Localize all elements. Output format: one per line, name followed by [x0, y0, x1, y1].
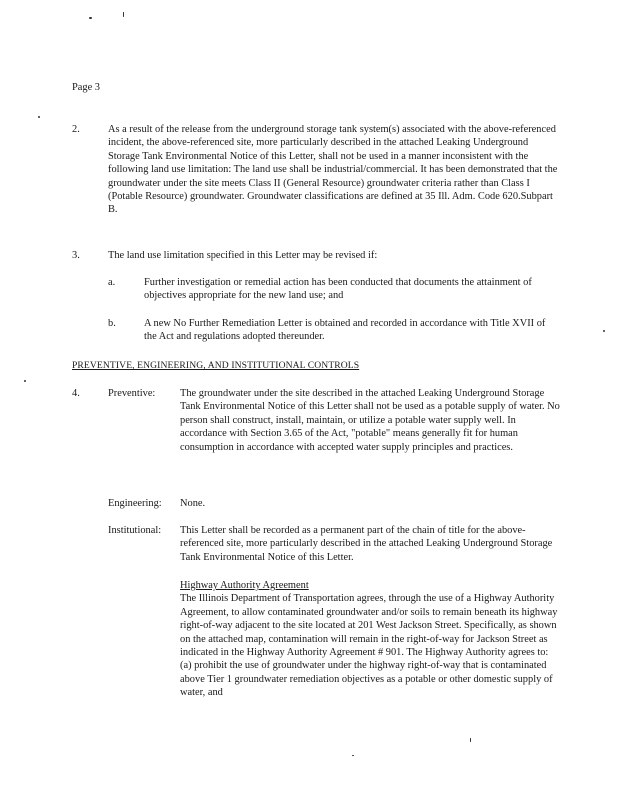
- scan-speck: [352, 755, 354, 756]
- institutional-text: This Letter shall be recorded as a permanent part of the chain of title for the above-referenced site, more particularly described in the attached Leaking Underground Storage Tank Environmental Notice of this Letter.: [180, 525, 553, 563]
- institutional-label: Institutional:: [108, 525, 162, 536]
- scan-speck: [24, 380, 26, 382]
- scan-speck: [470, 738, 471, 742]
- page-label: Page 3: [72, 82, 100, 93]
- item-4-number: 4.: [72, 388, 80, 399]
- scan-speck: [603, 330, 605, 332]
- scan-speck: [89, 17, 92, 19]
- item-2-number: 2.: [72, 124, 80, 135]
- highway-authority-section: [180, 579, 560, 700]
- item-3b-text: A new No Further Remediation Letter is obtained and recorded in accordance with Title XVII of the Act and regulations adopted thereunder.: [144, 318, 546, 343]
- item-3b-letter: b.: [108, 318, 116, 329]
- highway-authority-title: Highway Authority Agreement: [180, 580, 309, 591]
- item-3a-text: Further investigation or remedial action has been conducted that documents the attainment of objectives appropriate for the new land use; and: [144, 277, 532, 302]
- engineering-label: Engineering:: [108, 498, 162, 509]
- section-heading: PREVENTIVE, ENGINEERING, AND INSTITUTIONAL CONTROLS: [72, 360, 360, 371]
- item-3-number: 3.: [72, 250, 80, 261]
- engineering-text: None.: [180, 498, 206, 509]
- scan-speck: [123, 12, 124, 17]
- preventive-text: The groundwater under the site described in the attached Leaking Underground Storage Tank Environmental Notice of this Letter shall not be used as a potable supply of water. No person shall construct, install, maintain, or utilize a potable water supply well. In accordance with Section 3.65 of the Act, "potable" means generally fit for human consumption in accordance with accepted water supply principles and practices.: [180, 388, 560, 453]
- preventive-label: Preventive:: [108, 388, 156, 399]
- highway-authority-text: The Illinois Department of Transportation agrees, through the use of a Highway Authority Agreement, to allow contaminated groundwater and/or soils to remain beneath its highway right-of-way adjacent to the site located at 201 West Jackson Street. Specifically, as shown on the attached map, contamination will remain in the right-of-way for Jackson Street as indicated in the Highway Authority Agreement # 901. The Highway Authority agrees to: (a) prohibit the use of groundwater under the highway right-of-way that is contaminated above Tier 1 groundwater remediation objectives as a potable or other domestic supply of water, and: [180, 593, 558, 699]
- item-3a-letter: a.: [108, 277, 116, 288]
- item-2-text: As a result of the release from the underground storage tank system(s) associated with the above-referenced incident, the above-referenced site, more particularly described in the attached Leaking Underground Storage Tank Environmental Notice of this Letter, shall not be used in a manner inconsistent with the following land use limitation: The land use shall be industrial/commercial. It has been demonstrated that the groundwater under the site meets Class II (General Resource) groundwater criteria rather than Class I (Potable Resource) groundwater. Groundwater classifications are defined at 35 Ill. Adm. Code 620.Subpart B.: [108, 124, 558, 216]
- scan-speck: [38, 116, 40, 118]
- item-3-text: The land use limitation specified in this Letter may be revised if:: [108, 250, 378, 261]
